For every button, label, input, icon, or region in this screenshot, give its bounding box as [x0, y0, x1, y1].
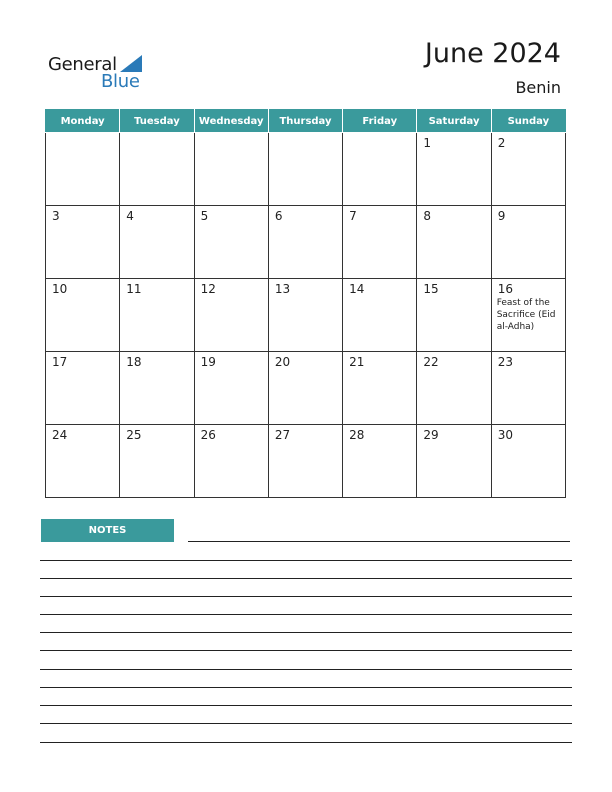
- day-number: 7: [349, 209, 357, 223]
- notes-line: [40, 596, 572, 597]
- day-number: [343, 133, 416, 136]
- day-number: 22: [423, 355, 439, 369]
- day-cell: [491, 206, 565, 279]
- notes-line: [40, 560, 572, 561]
- week-row: [46, 206, 566, 279]
- day-cell: [268, 352, 342, 425]
- day-cell: [46, 133, 120, 206]
- day-number: 28: [349, 428, 365, 442]
- day-cell: [343, 425, 417, 498]
- day-cell: [194, 206, 268, 279]
- day-number: 30: [497, 428, 513, 442]
- day-cell: [491, 352, 565, 425]
- weekday-wednesday: Wednesday: [194, 110, 268, 133]
- week-row: [46, 133, 566, 206]
- notes-line: [40, 650, 572, 651]
- day-number: [120, 133, 193, 136]
- notes-line: [40, 614, 572, 615]
- weekday-tuesday: Tuesday: [120, 110, 194, 133]
- day-number: [46, 133, 119, 136]
- day-number: 6: [274, 209, 283, 223]
- day-number: 17: [52, 355, 68, 369]
- notes-line: [40, 705, 572, 706]
- day-cell: [491, 425, 565, 498]
- day-number: [269, 133, 342, 136]
- notes-line: [40, 632, 572, 633]
- day-cell: [46, 206, 120, 279]
- notes-line: [40, 742, 572, 743]
- logo-text-general: General: [48, 54, 117, 75]
- notes-line: [40, 723, 572, 724]
- day-cell: [417, 352, 491, 425]
- notes-line: [188, 541, 570, 542]
- week-row: [46, 425, 566, 498]
- day-number: 16: [497, 282, 513, 296]
- day-number: 8: [423, 209, 432, 223]
- day-cell: [417, 279, 491, 352]
- week-row: [46, 279, 566, 352]
- day-cell: [120, 279, 194, 352]
- day-cell: [46, 279, 120, 352]
- week-row: [46, 352, 566, 425]
- weekday-header-row: [46, 110, 566, 133]
- day-cell: [268, 279, 342, 352]
- day-number: 9: [497, 209, 506, 223]
- weekday-thursday: Thursday: [268, 110, 342, 133]
- day-number: 1: [423, 136, 432, 150]
- calendar-grid: [45, 109, 566, 498]
- day-cell: [120, 206, 194, 279]
- day-number: 5: [200, 209, 209, 223]
- day-cell: [343, 133, 417, 206]
- day-number: 10: [52, 282, 68, 296]
- day-cell: [491, 133, 565, 206]
- weekday-monday: Monday: [46, 110, 120, 133]
- day-number: 24: [52, 428, 68, 442]
- day-number: 21: [349, 355, 365, 369]
- day-cell: [46, 425, 120, 498]
- logo-triangle-icon: [120, 55, 142, 72]
- weekday-sunday: Sunday: [491, 110, 565, 133]
- day-number: 18: [126, 355, 142, 369]
- day-number: 12: [200, 282, 216, 296]
- day-cell: [343, 352, 417, 425]
- day-number: 14: [349, 282, 365, 296]
- day-cell: [343, 279, 417, 352]
- day-cell: [417, 133, 491, 206]
- day-number: [195, 133, 268, 136]
- holiday-label: Feast of the Sacrifice (Eid al-Adha): [496, 298, 556, 332]
- page-title: June 2024: [424, 38, 561, 69]
- day-number: 23: [497, 355, 513, 369]
- notes-label: NOTES: [41, 519, 174, 542]
- weekday-friday: Friday: [343, 110, 417, 133]
- day-cell: [268, 133, 342, 206]
- day-cell: [268, 425, 342, 498]
- day-cell: [417, 425, 491, 498]
- day-number: 20: [274, 355, 291, 369]
- day-number: 2: [497, 136, 506, 150]
- day-cell: [194, 425, 268, 498]
- day-number: 3: [52, 209, 60, 223]
- day-number: 15: [423, 282, 439, 296]
- day-number: 29: [423, 428, 439, 442]
- day-number: 13: [274, 282, 291, 296]
- day-cell: [120, 425, 194, 498]
- day-number: 27: [274, 428, 291, 442]
- day-cell: [194, 279, 268, 352]
- country-label: Benin: [515, 78, 561, 97]
- day-cell: [120, 352, 194, 425]
- day-number: 25: [126, 428, 142, 442]
- notes-line: [40, 669, 572, 670]
- day-number: 11: [126, 282, 142, 296]
- notes-line: [40, 687, 572, 688]
- generalblue-logo: [48, 52, 158, 92]
- day-cell: [46, 352, 120, 425]
- day-cell: [120, 133, 194, 206]
- day-cell: [268, 206, 342, 279]
- weekday-saturday: Saturday: [417, 110, 491, 133]
- day-cell: [343, 206, 417, 279]
- day-number: 26: [200, 428, 216, 442]
- calendar-body: [46, 133, 566, 498]
- day-cell: [491, 279, 565, 352]
- day-cell: [194, 133, 268, 206]
- day-cell: [417, 206, 491, 279]
- day-number: 4: [126, 209, 134, 223]
- notes-line: [40, 578, 572, 579]
- day-cell: [194, 352, 268, 425]
- logo-text-blue: Blue: [101, 71, 140, 92]
- day-number: 19: [200, 355, 216, 369]
